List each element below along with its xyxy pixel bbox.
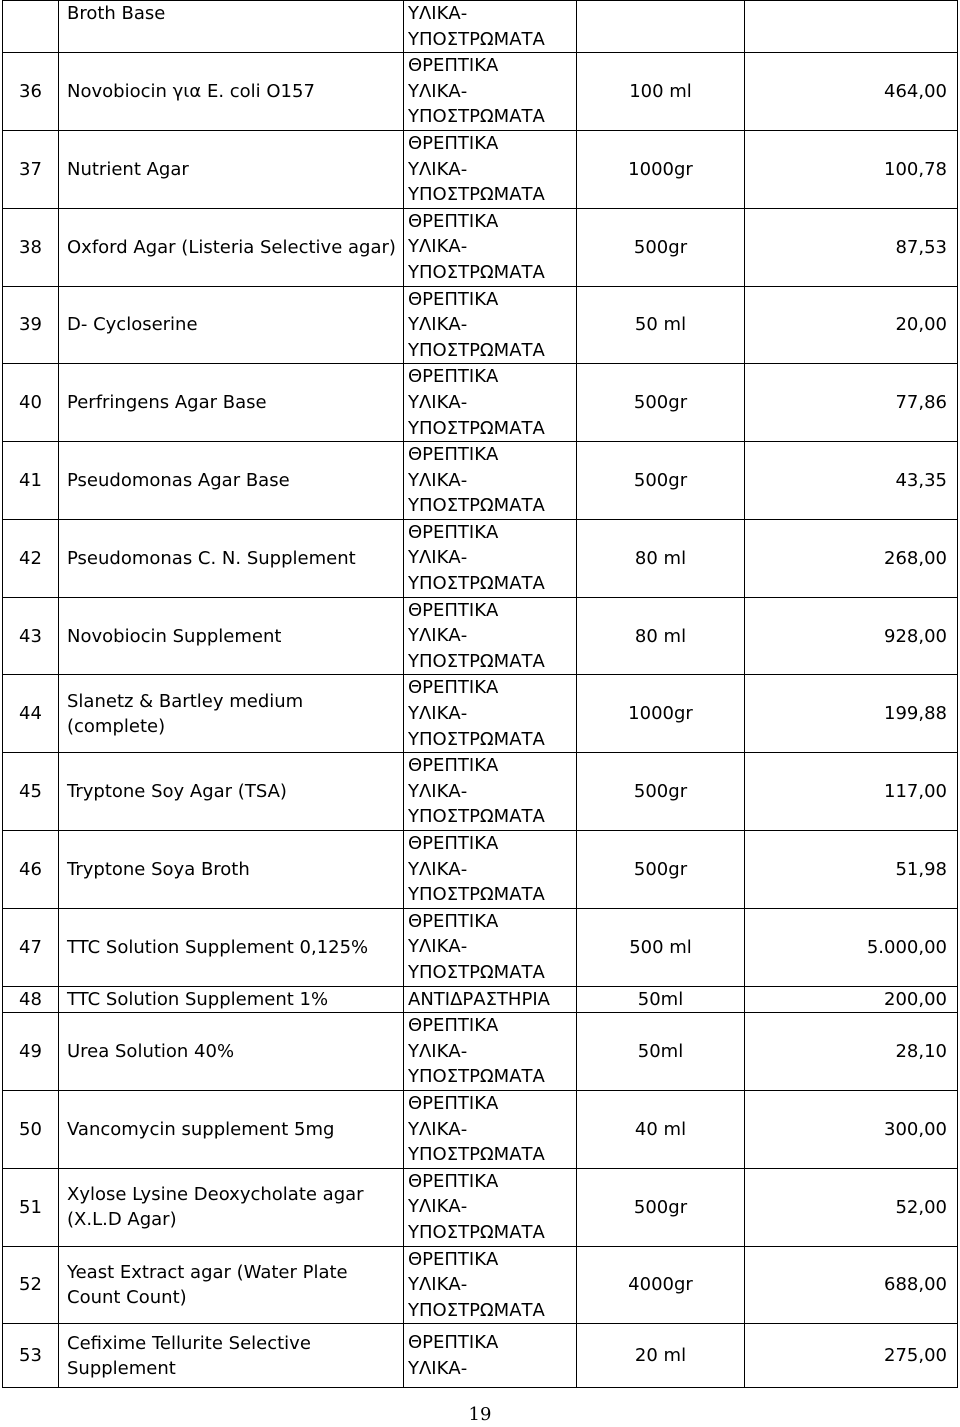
category-cell <box>404 1090 577 1168</box>
category-line: ΘΡΕΠΤΙΚΑ <box>408 288 499 310</box>
product-name-cell: D- Cycloserine <box>59 286 404 364</box>
category-line: ΥΛΙΚΑ- <box>408 1196 468 1218</box>
category-line: ΘΡΕΠΤΙΚΑ <box>408 677 499 699</box>
quantity-cell: 500 ml <box>577 908 745 986</box>
row-number-cell: 38 <box>3 208 59 286</box>
table-row <box>3 1 958 53</box>
category-line: ΥΛΙΚΑ- <box>408 1040 468 1062</box>
product-name-cell: Cefixime Tellurite Selective Supplement <box>59 1324 404 1388</box>
table-row <box>3 442 958 520</box>
category-cell <box>404 675 577 753</box>
price-cell: 199,88 <box>745 675 958 753</box>
quantity-cell: 20 ml <box>577 1324 745 1388</box>
table-row <box>3 753 958 831</box>
row-number-cell: 47 <box>3 908 59 986</box>
category-cell <box>404 753 577 831</box>
table-row <box>3 1246 958 1324</box>
category-cell <box>404 208 577 286</box>
category-line: ΥΛΙΚΑ- <box>408 1357 468 1379</box>
category-line: ΥΠΟΣΤΡΩΜΑΤΑ <box>408 1066 545 1088</box>
category-cell <box>404 364 577 442</box>
category-line: ΥΠΟΣΤΡΩΜΑΤΑ <box>408 495 545 517</box>
quantity-cell: 1000gr <box>577 130 745 208</box>
category-line: ΘΡΕΠΤΙΚΑ <box>408 910 499 932</box>
category-line: ΘΡΕΠΤΙΚΑ <box>408 599 499 621</box>
table-row <box>3 1324 958 1388</box>
category-line: ΘΡΕΠΤΙΚΑ <box>408 444 499 466</box>
category-line: ΥΛΙΚΑ- <box>408 936 468 958</box>
table-row <box>3 519 958 597</box>
product-name-cell: Oxford Agar (Listeria Selective agar) <box>59 208 404 286</box>
product-name-cell: Vancomycin supplement 5mg <box>59 1090 404 1168</box>
category-cell <box>404 986 577 1013</box>
price-cell: 51,98 <box>745 831 958 909</box>
row-number-cell: 50 <box>3 1090 59 1168</box>
product-name-cell: Novobiocin Supplement <box>59 597 404 675</box>
table-row <box>3 208 958 286</box>
quantity-cell: 80 ml <box>577 597 745 675</box>
category-line: ΥΠΟΣΤΡΩΜΑΤΑ <box>408 417 545 439</box>
category-line: ΘΡΕΠΤΙΚΑ <box>408 366 499 388</box>
category-cell <box>404 1013 577 1091</box>
category-line: ΥΠΟΣΤΡΩΜΑΤΑ <box>408 184 545 206</box>
category-line: ΥΛΙΚΑ- <box>408 80 468 102</box>
row-number-cell: 39 <box>3 286 59 364</box>
category-line: ΥΛΙΚΑ- <box>408 703 468 725</box>
quantity-cell <box>577 1 745 53</box>
quantity-cell: 500gr <box>577 1168 745 1246</box>
quantity-cell: 100 ml <box>577 53 745 131</box>
category-line: ΘΡΕΠΤΙΚΑ <box>408 1248 499 1270</box>
product-name-cell: Novobiocin για E. coli O157 <box>59 53 404 131</box>
product-name-cell: Perfringens Agar Base <box>59 364 404 442</box>
row-number-cell: 45 <box>3 753 59 831</box>
category-line: ΥΛΙΚΑ- <box>408 236 468 258</box>
category-line: ΥΠΟΣΤΡΩΜΑΤΑ <box>408 1144 545 1166</box>
category-line: ΥΛΙΚΑ- <box>408 1274 468 1296</box>
price-cell: 688,00 <box>745 1246 958 1324</box>
quantity-cell: 1000gr <box>577 675 745 753</box>
price-cell: 275,00 <box>745 1324 958 1388</box>
price-cell: 117,00 <box>745 753 958 831</box>
category-line: ΑΝΤΙΔΡΑΣΤΗΡΙΑ <box>408 988 550 1010</box>
row-number-cell: 42 <box>3 519 59 597</box>
product-name-cell: Slanetz & Bartley medium (complete) <box>59 675 404 753</box>
row-number-cell: 52 <box>3 1246 59 1324</box>
price-cell: 87,53 <box>745 208 958 286</box>
price-cell <box>745 1 958 53</box>
product-name-cell: Yeast Extract agar (Water Plate Count Count) <box>59 1246 404 1324</box>
category-line: ΥΛΙΚΑ- <box>408 469 468 491</box>
category-line: ΥΛΙΚΑ- <box>408 3 468 24</box>
quantity-cell: 500gr <box>577 831 745 909</box>
page-number: 19 <box>468 1404 492 1425</box>
category-cell <box>404 1324 577 1388</box>
category-line: ΥΠΟΣΤΡΩΜΑΤΑ <box>408 884 545 906</box>
category-line: ΥΛΙΚΑ- <box>408 547 468 569</box>
category-cell <box>404 130 577 208</box>
product-name-cell: TTC Solution Supplement 1% <box>59 986 404 1013</box>
row-number-cell: 51 <box>3 1168 59 1246</box>
price-cell: 77,86 <box>745 364 958 442</box>
product-name-cell: Xylose Lysine Deoxycholate agar (X.L.D Agar) <box>59 1168 404 1246</box>
quantity-cell: 40 ml <box>577 1090 745 1168</box>
category-line: ΥΠΟΣΤΡΩΜΑΤΑ <box>408 728 545 750</box>
category-line: ΘΡΕΠΤΙΚΑ <box>408 755 499 777</box>
category-line: ΘΡΕΠΤΙΚΑ <box>408 1170 499 1192</box>
row-number-cell: 41 <box>3 442 59 520</box>
category-line: ΥΛΙΚΑ- <box>408 858 468 880</box>
price-cell: 300,00 <box>745 1090 958 1168</box>
category-line: ΘΡΕΠΤΙΚΑ <box>408 1332 499 1354</box>
category-cell <box>404 597 577 675</box>
category-line: ΥΛΙΚΑ- <box>408 1118 468 1140</box>
quantity-cell: 50 ml <box>577 286 745 364</box>
category-line: ΥΠΟΣΤΡΩΜΑΤΑ <box>408 339 545 361</box>
quantity-cell: 500gr <box>577 442 745 520</box>
quantity-cell: 50ml <box>577 1013 745 1091</box>
table-row <box>3 986 958 1013</box>
category-cell <box>404 53 577 131</box>
category-line: ΘΡΕΠΤΙΚΑ <box>408 132 499 154</box>
category-cell <box>404 908 577 986</box>
category-cell <box>404 519 577 597</box>
row-number-cell: 48 <box>3 986 59 1013</box>
product-name-cell: Pseudomonas C. N. Supplement <box>59 519 404 597</box>
row-number-cell: 44 <box>3 675 59 753</box>
product-name-cell: Pseudomonas Agar Base <box>59 442 404 520</box>
category-line: ΥΠΟΣΤΡΩΜΑΤΑ <box>408 106 545 128</box>
category-cell <box>404 286 577 364</box>
product-name-cell: Tryptone Soy Agar (TSA) <box>59 753 404 831</box>
price-table <box>2 0 958 1388</box>
category-line: ΘΡΕΠΤΙΚΑ <box>408 833 499 854</box>
price-cell: 464,00 <box>745 53 958 131</box>
category-cell <box>404 1168 577 1246</box>
table-row <box>3 597 958 675</box>
table-row <box>3 831 958 909</box>
table-row <box>3 130 958 208</box>
row-number-cell: 37 <box>3 130 59 208</box>
table-row <box>3 1168 958 1246</box>
category-cell <box>404 831 577 909</box>
price-cell: 5.000,00 <box>745 908 958 986</box>
quantity-cell: 50ml <box>577 986 745 1013</box>
category-line: ΘΡΕΠΤΙΚΑ <box>408 1015 499 1037</box>
table-row <box>3 675 958 753</box>
table-row <box>3 1013 958 1091</box>
category-line: ΥΠΟΣΤΡΩΜΑΤΑ <box>408 650 545 672</box>
category-line: ΥΠΟΣΤΡΩΜΑΤΑ <box>408 1221 545 1243</box>
category-line: ΘΡΕΠΤΙΚΑ <box>408 55 499 77</box>
quantity-cell: 4000gr <box>577 1246 745 1324</box>
row-number-cell: 49 <box>3 1013 59 1091</box>
category-line: ΥΛΙΚΑ- <box>408 158 468 180</box>
price-cell: 268,00 <box>745 519 958 597</box>
category-line: ΥΛΙΚΑ- <box>408 625 468 647</box>
price-cell: 20,00 <box>745 286 958 364</box>
row-number-cell: 43 <box>3 597 59 675</box>
quantity-cell: 500gr <box>577 364 745 442</box>
price-cell: 43,35 <box>745 442 958 520</box>
row-number-cell: 40 <box>3 364 59 442</box>
table-row <box>3 908 958 986</box>
category-line: ΥΠΟΣΤΡΩΜΑΤΑ <box>408 806 545 828</box>
table-row <box>3 364 958 442</box>
price-cell: 928,00 <box>745 597 958 675</box>
quantity-cell: 500gr <box>577 208 745 286</box>
category-line: ΘΡΕΠΤΙΚΑ <box>408 521 499 543</box>
category-line: ΥΠΟΣΤΡΩΜΑΤΑ <box>408 261 545 283</box>
row-number-cell: 46 <box>3 831 59 909</box>
price-cell: 200,00 <box>745 986 958 1013</box>
price-cell: 28,10 <box>745 1013 958 1091</box>
quantity-cell: 80 ml <box>577 519 745 597</box>
row-number-cell <box>3 1 59 53</box>
category-line: ΥΛΙΚΑ- <box>408 314 468 336</box>
category-cell <box>404 442 577 520</box>
product-name-cell: TTC Solution Supplement 0,125% <box>59 908 404 986</box>
category-line: ΥΛΙΚΑ- <box>408 391 468 413</box>
table-row <box>3 286 958 364</box>
product-name-cell: Nutrient Agar <box>59 130 404 208</box>
category-line: ΥΠΟΣΤΡΩΜΑΤΑ <box>408 1299 545 1321</box>
product-name-cell: Broth Base <box>59 1 404 53</box>
product-name-cell: Urea Solution 40% <box>59 1013 404 1091</box>
category-line: ΘΡΕΠΤΙΚΑ <box>408 210 499 232</box>
category-line: ΘΡΕΠΤΙΚΑ <box>408 1092 499 1114</box>
row-number-cell: 36 <box>3 53 59 131</box>
category-line: ΥΠΟΣΤΡΩΜΑΤΑ <box>408 28 545 50</box>
table-row <box>3 1090 958 1168</box>
product-name-cell: Tryptone Soya Broth <box>59 831 404 909</box>
category-line: ΥΛΙΚΑ- <box>408 780 468 802</box>
category-cell <box>404 1246 577 1324</box>
category-line: ΥΠΟΣΤΡΩΜΑΤΑ <box>408 961 545 983</box>
price-table-body <box>3 1 958 1388</box>
quantity-cell: 500gr <box>577 753 745 831</box>
category-line: ΥΠΟΣΤΡΩΜΑΤΑ <box>408 573 545 595</box>
row-number-cell: 53 <box>3 1324 59 1388</box>
table-row <box>3 53 958 131</box>
price-cell: 100,78 <box>745 130 958 208</box>
price-cell: 52,00 <box>745 1168 958 1246</box>
category-cell <box>404 1 577 53</box>
